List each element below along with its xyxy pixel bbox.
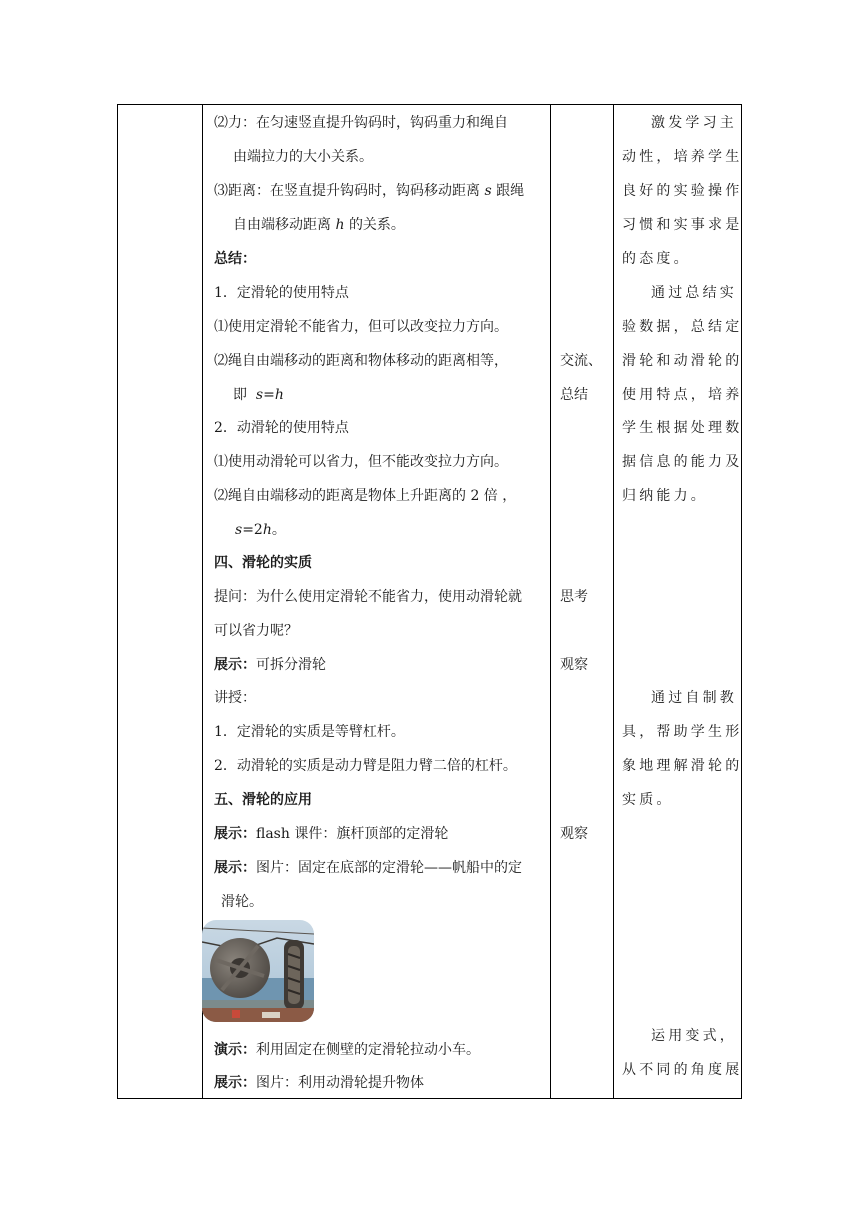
activity-summary: 总结 (560, 387, 588, 403)
intent-line: 通过总结实 (651, 285, 737, 301)
stage-cell (118, 105, 203, 1099)
movable-pulley-point-1: ⑴使用动滑轮可以省力，但不能改变拉力方向。 (214, 454, 508, 470)
movable-pulley-title: 2．动滑轮的使用特点 (214, 420, 349, 436)
summary-heading: 总结： (214, 251, 256, 267)
intent-line: 通过自制教 (651, 690, 737, 706)
section-heading-essence: 四、滑轮的实质 (214, 555, 312, 571)
intent-line: 学生根据处理数 (622, 420, 743, 436)
show-line-1: 展示：可拆分滑轮 (214, 657, 326, 673)
activity-observe-2: 观察 (560, 826, 588, 842)
activity-observe-1: 观察 (560, 657, 588, 673)
lecture-label: 讲授： (214, 690, 256, 706)
intent-line: 据信息的能力及 (622, 454, 743, 470)
movable-pulley-formula: s=2h。 (235, 522, 286, 538)
intent-line: 滑轮和动滑轮的 (622, 353, 743, 369)
intent-line: 动性，培养学生 (622, 149, 743, 165)
sailboat-pulley-photo (202, 920, 314, 1022)
line-force: ⑵力：在匀速竖直提升钩码时，钩码重力和绳自 (214, 115, 508, 131)
intent-line: 习惯和实事求是 (622, 217, 743, 233)
intent-line: 归纳能力。 (622, 488, 708, 504)
intent-line: 良好的实验操作 (622, 183, 743, 199)
line-force-cont: 由端拉力的大小关系。 (233, 149, 373, 165)
fixed-pulley-formula: 即 s=h (233, 387, 284, 403)
intent-line: 从不同的角度展 (622, 1062, 743, 1078)
section-heading-application: 五、滑轮的应用 (214, 792, 312, 808)
intent-line: 运用变式， (651, 1028, 737, 1044)
intent-line: 验数据，总结定 (622, 319, 743, 335)
question-line-cont: 可以省力呢？ (214, 623, 298, 639)
intent-line: 具，帮助学生形 (622, 724, 743, 740)
line-distance: ⑶距离：在竖直提升钩码时，钩码移动距离 s 跟绳 (214, 183, 525, 199)
question-line: 提问：为什么使用定滑轮不能省力，使用动滑轮就 (214, 589, 522, 605)
fixed-pulley-point-2: ⑵绳自由端移动的距离和物体移动的距离相等， (214, 353, 508, 369)
activity-exchange: 交流、 (560, 353, 602, 369)
movable-pulley-point-2: ⑵绳自由端移动的距离是物体上升距离的 2 倍 ， (214, 488, 517, 504)
show-line-4: 展示：图片：利用动滑轮提升物体 (214, 1075, 424, 1091)
intent-line: 使用特点，培养 (622, 387, 743, 403)
design-intent-cell (614, 105, 742, 1099)
show-line-2: 展示：flash 课件：旗杆顶部的定滑轮 (214, 826, 449, 842)
student-activity-cell (551, 105, 614, 1099)
demo-line: 演示：利用固定在侧壁的定滑轮拉动小车。 (214, 1042, 480, 1058)
intent-line: 象地理解滑轮的 (622, 758, 743, 774)
fixed-pulley-point-1: ⑴使用定滑轮不能省力，但可以改变拉力方向。 (214, 319, 508, 335)
fixed-pulley-title: 1．定滑轮的使用特点 (214, 285, 349, 301)
show-line-3-cont: 滑轮。 (221, 894, 263, 910)
activity-think: 思考 (560, 589, 588, 605)
essence-point-1: 1．定滑轮的实质是等臂杠杆。 (214, 724, 405, 740)
show-line-3: 展示：图片：固定在底部的定滑轮——帆船中的定 (214, 860, 522, 876)
intent-line: 的态度。 (622, 251, 691, 267)
essence-point-2: 2．动滑轮的实质是动力臂是阻力臂二倍的杠杆。 (214, 758, 517, 774)
line-distance-cont: 自由端移动距离 h 的关系。 (233, 217, 405, 233)
intent-line: 激发学习主 (651, 115, 737, 131)
pulley-image (202, 920, 314, 1022)
intent-line: 实质。 (622, 792, 674, 808)
